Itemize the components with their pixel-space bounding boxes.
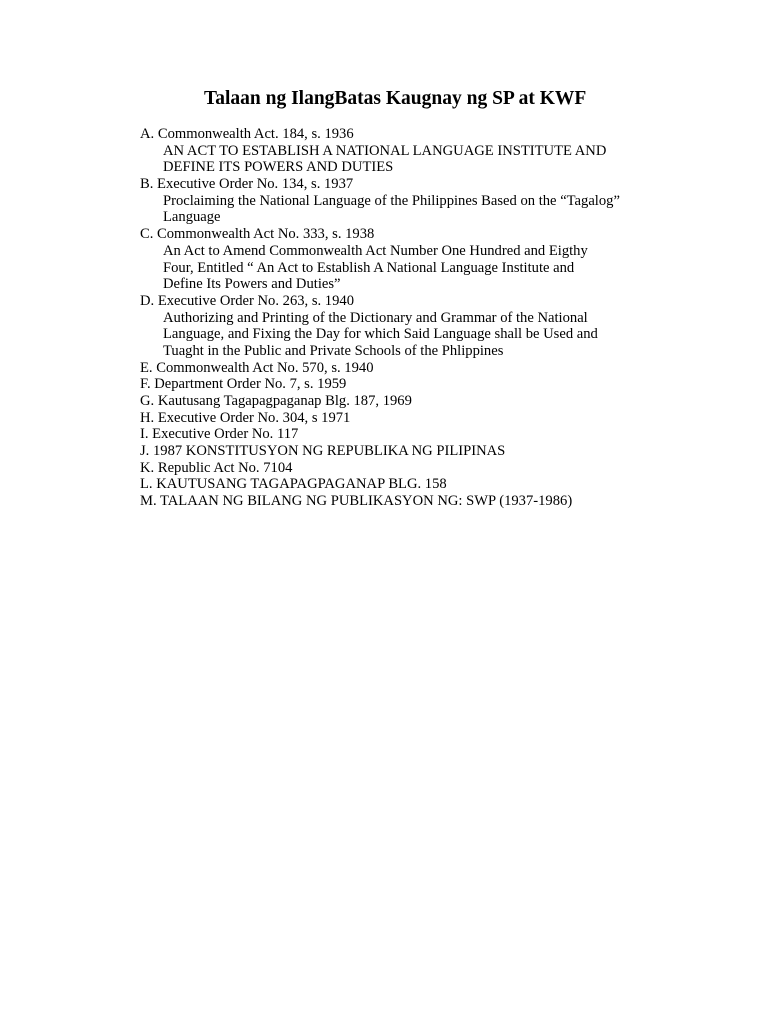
list-item-heading: L. KAUTUSANG TAGAPAGPAGANAP BLG. 158 bbox=[140, 476, 447, 493]
list-item-description-line: Language, and Fixing the Day for which Said Language shall be Used and bbox=[163, 326, 598, 343]
list-item-description-line: DEFINE ITS POWERS AND DUTIES bbox=[163, 159, 394, 176]
list-item-description-line: Tuaght in the Public and Private Schools of the Phlippines bbox=[163, 342, 504, 359]
list-item-description-line: Four, Entitled “ An Act to Establish A National Language Institute and bbox=[163, 259, 575, 276]
list-item-heading: I. Executive Order No. 117 bbox=[140, 426, 299, 443]
list-item-description-line: Language bbox=[163, 209, 221, 226]
list-item-heading: M. TALAAN NG BILANG NG PUBLIKASYON NG: SWP (1937-1986) bbox=[140, 493, 573, 510]
list-item-heading: H. Executive Order No. 304, s 1971 bbox=[140, 409, 351, 426]
list-item-heading: A. Commonwealth Act. 184, s. 1936 bbox=[140, 126, 354, 142]
list-item-description-line: AN ACT TO ESTABLISH A NATIONAL LANGUAGE INSTITUTE AND bbox=[163, 142, 607, 159]
list-item-heading: B. Executive Order No. 134, s. 1937 bbox=[140, 176, 354, 193]
list-item-heading: C. Commonwealth Act No. 333, s. 1938 bbox=[140, 226, 375, 243]
document-title: Talaan ng IlangBatas Kaugnay ng SP at KWF bbox=[204, 88, 587, 109]
list-item-heading: G. Kautusang Tagapagpaganap Blg. 187, 1969 bbox=[140, 393, 412, 409]
list-item-heading: E. Commonwealth Act No. 570, s. 1940 bbox=[140, 359, 374, 376]
list-item-description-line: Authorizing and Printing of the Dictionary and Grammar of the National bbox=[163, 309, 588, 326]
list-item-description-line: Define Its Powers and Duties” bbox=[163, 276, 341, 293]
list-item-heading: D. Executive Order No. 263, s. 1940 bbox=[140, 292, 354, 309]
law-list bbox=[140, 126, 660, 510]
list-item-description-line: Proclaiming the National Language of the Philippines Based on the “Tagalog” bbox=[163, 192, 620, 209]
list-item-description-line: An Act to Amend Commonwealth Act Number One Hundred and Eigthy bbox=[163, 242, 588, 259]
list-item-heading: K. Republic Act No. 7104 bbox=[140, 459, 293, 476]
list-item-heading: F. Department Order No. 7, s. 1959 bbox=[140, 376, 347, 393]
list-item-heading: J. 1987 KONSTITUSYON NG REPUBLIKA NG PILIPINAS bbox=[140, 443, 506, 460]
